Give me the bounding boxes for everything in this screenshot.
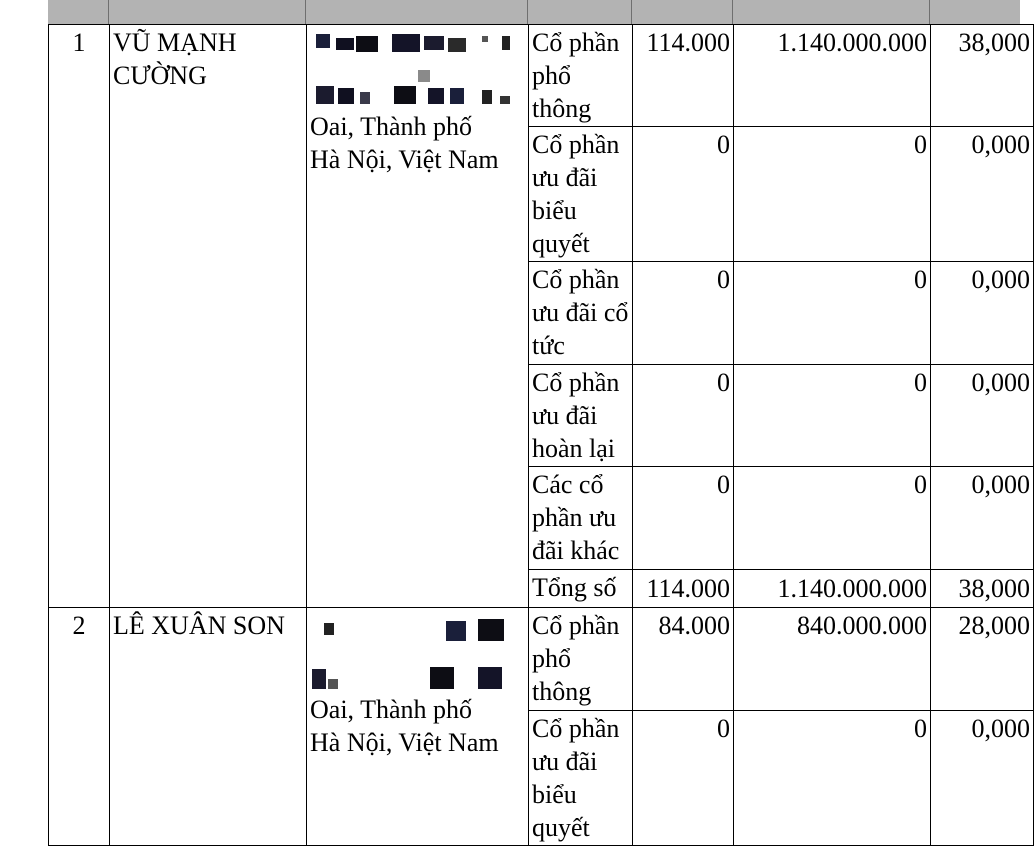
share-quantity: 0 bbox=[633, 127, 734, 262]
share-type: Cổ phần ưu đãi hoàn lại bbox=[529, 365, 633, 467]
share-type: Các cổ phần ưu đãi khác bbox=[529, 467, 633, 570]
share-quantity: 0 bbox=[633, 262, 734, 365]
share-type-total: Tổng số bbox=[529, 570, 633, 608]
share-quantity: 114.000 bbox=[633, 25, 734, 127]
share-ratio: 0,000 bbox=[931, 467, 1034, 570]
share-type: Cổ phần ưu đãi biểu quyết bbox=[529, 127, 633, 262]
share-quantity: 0 bbox=[633, 467, 734, 570]
address-line: Oai, Thành phố bbox=[310, 112, 472, 141]
row-number: 2 bbox=[49, 608, 110, 846]
shareholder-table bbox=[48, 24, 1034, 846]
table-header-strip bbox=[48, 0, 1020, 25]
share-value: 0 bbox=[734, 365, 931, 467]
share-type: Cổ phần ưu đãi biểu quyết bbox=[529, 711, 633, 846]
address-line: Oai, Thành phố bbox=[310, 695, 472, 724]
share-quantity: 0 bbox=[633, 365, 734, 467]
share-value: 0 bbox=[734, 467, 931, 570]
header-separator bbox=[305, 0, 306, 24]
share-type: Cổ phần phổ thông bbox=[529, 608, 633, 711]
header-separator bbox=[929, 0, 930, 24]
share-quantity-total: 114.000 bbox=[633, 570, 734, 608]
share-value: 0 bbox=[734, 711, 931, 846]
header-separator bbox=[732, 0, 733, 24]
shareholder-name: VŨ MẠNH CƯỜNG bbox=[110, 25, 307, 608]
shareholder-name: LÊ XUÂN SON bbox=[110, 608, 307, 846]
share-ratio: 0,000 bbox=[931, 711, 1034, 846]
share-value-total: 1.140.000.000 bbox=[734, 570, 931, 608]
redacted-address-mosaic bbox=[310, 26, 525, 110]
share-value: 0 bbox=[734, 262, 931, 365]
header-separator bbox=[631, 0, 632, 24]
share-ratio: 38,000 bbox=[931, 25, 1034, 127]
shareholder-address bbox=[307, 25, 529, 608]
share-ratio: 0,000 bbox=[931, 365, 1034, 467]
share-value: 0 bbox=[734, 127, 931, 262]
share-value: 1.140.000.000 bbox=[734, 25, 931, 127]
address-line: Hà Nội, Việt Nam bbox=[310, 145, 499, 174]
redacted-address-mosaic bbox=[310, 609, 525, 693]
table-row bbox=[49, 608, 1034, 711]
header-separator bbox=[108, 0, 109, 24]
share-quantity: 0 bbox=[633, 711, 734, 846]
table-row bbox=[49, 25, 1034, 127]
shareholder-address bbox=[307, 608, 529, 846]
share-value: 840.000.000 bbox=[734, 608, 931, 711]
address-line: Hà Nội, Việt Nam bbox=[310, 728, 499, 757]
share-ratio: 28,000 bbox=[931, 608, 1034, 711]
share-ratio: 0,000 bbox=[931, 127, 1034, 262]
share-type: Cổ phần ưu đãi cổ tức bbox=[529, 262, 633, 365]
row-number: 1 bbox=[49, 25, 110, 608]
share-quantity: 84.000 bbox=[633, 608, 734, 711]
share-type: Cổ phần phổ thông bbox=[529, 25, 633, 127]
share-ratio: 0,000 bbox=[931, 262, 1034, 365]
share-ratio-total: 38,000 bbox=[931, 570, 1034, 608]
header-separator bbox=[527, 0, 528, 24]
